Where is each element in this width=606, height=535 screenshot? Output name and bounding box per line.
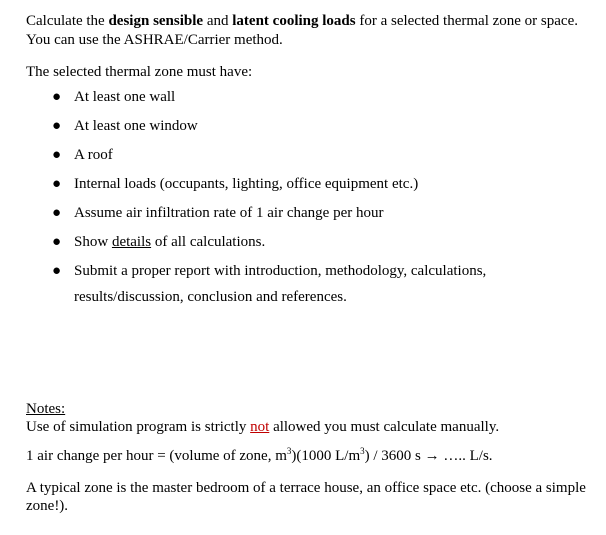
intro-bold-latent: latent cooling loads <box>232 13 356 29</box>
bullet-icon: ● <box>52 176 62 192</box>
list-item-details <box>26 233 586 252</box>
bullet-icon: ● <box>52 147 62 163</box>
bullet-icon: ● <box>52 205 62 221</box>
requirements-list <box>26 88 586 310</box>
document-body <box>26 12 586 320</box>
details-pre: Show <box>74 234 112 250</box>
air-change-formula <box>26 447 586 465</box>
notes-heading: Notes: <box>26 401 66 417</box>
formula-part-b: )(1000 L/m <box>291 448 361 464</box>
list-item-text: Internal loads (occupants, lighting, office equipment etc.) <box>74 176 419 192</box>
list-item-report <box>26 258 586 310</box>
formula-superscript-1: 3 <box>286 446 292 456</box>
formula-superscript-2: 3 <box>360 446 365 456</box>
list-item <box>26 146 586 165</box>
simulation-note <box>26 418 586 436</box>
list-item-text: Assume air infiltration rate of 1 air change per hour <box>74 205 384 221</box>
sim-note-not: not <box>250 419 270 435</box>
list-item <box>26 175 586 194</box>
sim-note-pre: Use of simulation program is strictly <box>26 419 251 435</box>
list-item-text: At least one window <box>74 118 198 134</box>
list-item <box>26 204 586 223</box>
list-item <box>26 88 586 107</box>
zone-note: A typical zone is the master bedroom of a terrace house, an office space etc. (choose a simple zone!). <box>26 480 586 514</box>
formula-part-c: ) / 3600 s → ….. L/s. <box>364 448 493 464</box>
notes-section <box>26 400 586 515</box>
details-post: of all calculations. <box>151 234 266 250</box>
requirements-heading: The selected thermal zone must have: <box>26 64 253 80</box>
formula-part-a: 1 air change per hour = (volume of zone, m <box>26 448 287 464</box>
intro-paragraph <box>26 12 586 50</box>
list-item <box>26 117 586 136</box>
bullet-icon: ● <box>52 263 62 279</box>
report-text: Submit a proper report with introduction, methodology, calculations, results/discussion, conclusion and references. <box>74 263 487 305</box>
bullet-icon: ● <box>52 89 62 105</box>
sim-note-post: allowed you must calculate manually. <box>269 419 500 435</box>
list-item-text: A roof <box>74 147 113 163</box>
list-item-text: At least one wall <box>74 89 176 105</box>
bullet-icon: ● <box>52 234 62 250</box>
details-underlined: details <box>111 234 152 250</box>
bullet-icon: ● <box>52 118 62 134</box>
intro-text-3: for a selected thermal zone or space. You can use the ASHRAE/Carrier method. <box>26 13 578 48</box>
intro-text-2: and <box>203 13 233 29</box>
intro-bold-sensible: design sensible <box>108 13 204 29</box>
intro-text-1: Calculate the <box>26 13 109 29</box>
